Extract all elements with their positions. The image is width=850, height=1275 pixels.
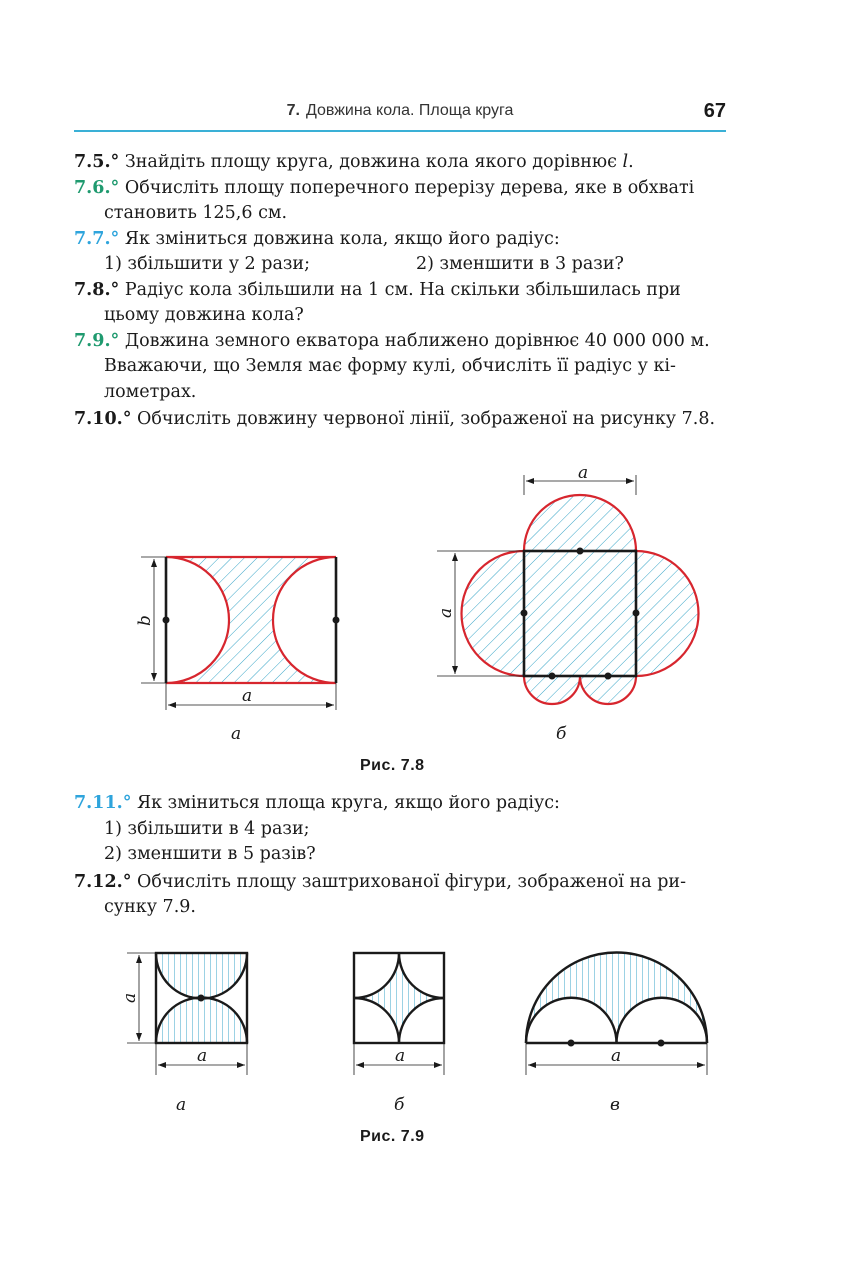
page-header <box>74 100 726 132</box>
problem-7-9: 7.9.° Довжина земного екватора наближено дорівнює 40 000 000 м. Вважаючи, що Земля має форму кулі, обчисліть її радіус у кі- лометрах. <box>74 330 710 402</box>
dim-label-a-2: a <box>578 463 589 483</box>
fig-7-8-a <box>141 557 340 710</box>
dim-9b-bottom: a <box>395 1046 406 1066</box>
problem-7-6: 7.6.° Обчисліть площу поперечного перерізу дерева, яке в обхваті становить 125,6 см. <box>74 177 695 223</box>
dim-label-a-1: a <box>242 686 253 706</box>
fig-7-8-a-label: а <box>231 724 242 744</box>
fig-7-9-a <box>127 953 247 1075</box>
fig-7-8-b <box>437 475 699 704</box>
problem-list-1 <box>74 150 726 433</box>
page-number: 67 <box>703 100 726 122</box>
shaded-region-b <box>462 495 699 704</box>
problem-7-8: 7.8.° Радіус кола збільшили на 1 см. На скільки збільшилась при цьому довжина кола? <box>74 279 681 325</box>
dim-9a-bottom: a <box>197 1046 208 1066</box>
problem-7-11: 7.11.° Як зміниться площа круга, якщо його радіус: 1) збільшити в 4 рази; 2) зменшити в 5 разів? <box>74 793 560 864</box>
fig-7-9-b-label: б <box>394 1095 405 1115</box>
figure-caption-7-8: Рис. 7.8 <box>360 757 425 774</box>
section-title: 7. Довжина кола. Площа круга <box>286 102 514 119</box>
problem-7-7: 7.7.° Як зміниться довжина кола, якщо його радіус: 1) збільшити у 2 рази; 2) зменшити в 3 рази? <box>74 228 624 274</box>
fig-7-9-a-label: а <box>176 1095 187 1115</box>
figure-7-8 <box>0 455 850 755</box>
figure-caption-7-9: Рис. 7.9 <box>360 1128 425 1145</box>
dim-9c-bottom: a <box>611 1046 622 1066</box>
dim-9a-left: a <box>120 992 140 1003</box>
problem-7-12: 7.12.° Обчисліть площу заштрихованої фігури, зображеної на ри- сунку 7.9. <box>74 871 686 917</box>
dim-label-a-3: a <box>436 607 456 618</box>
fig-7-8-b-label: б <box>556 724 567 744</box>
problem-7-5: 7.5.° Знайдіть площу круга, довжина кола якого дорівнює l. <box>74 152 634 172</box>
dim-label-b: b <box>135 615 155 626</box>
problem-7-10: 7.10.° Обчисліть довжину червоної лінії, зображеної на рисунку 7.8. <box>74 409 716 429</box>
fig-7-9-c-label: в <box>610 1095 620 1115</box>
shaded-region <box>166 557 336 683</box>
problem-list-2 <box>74 791 726 921</box>
figure-7-9 <box>0 935 850 1085</box>
